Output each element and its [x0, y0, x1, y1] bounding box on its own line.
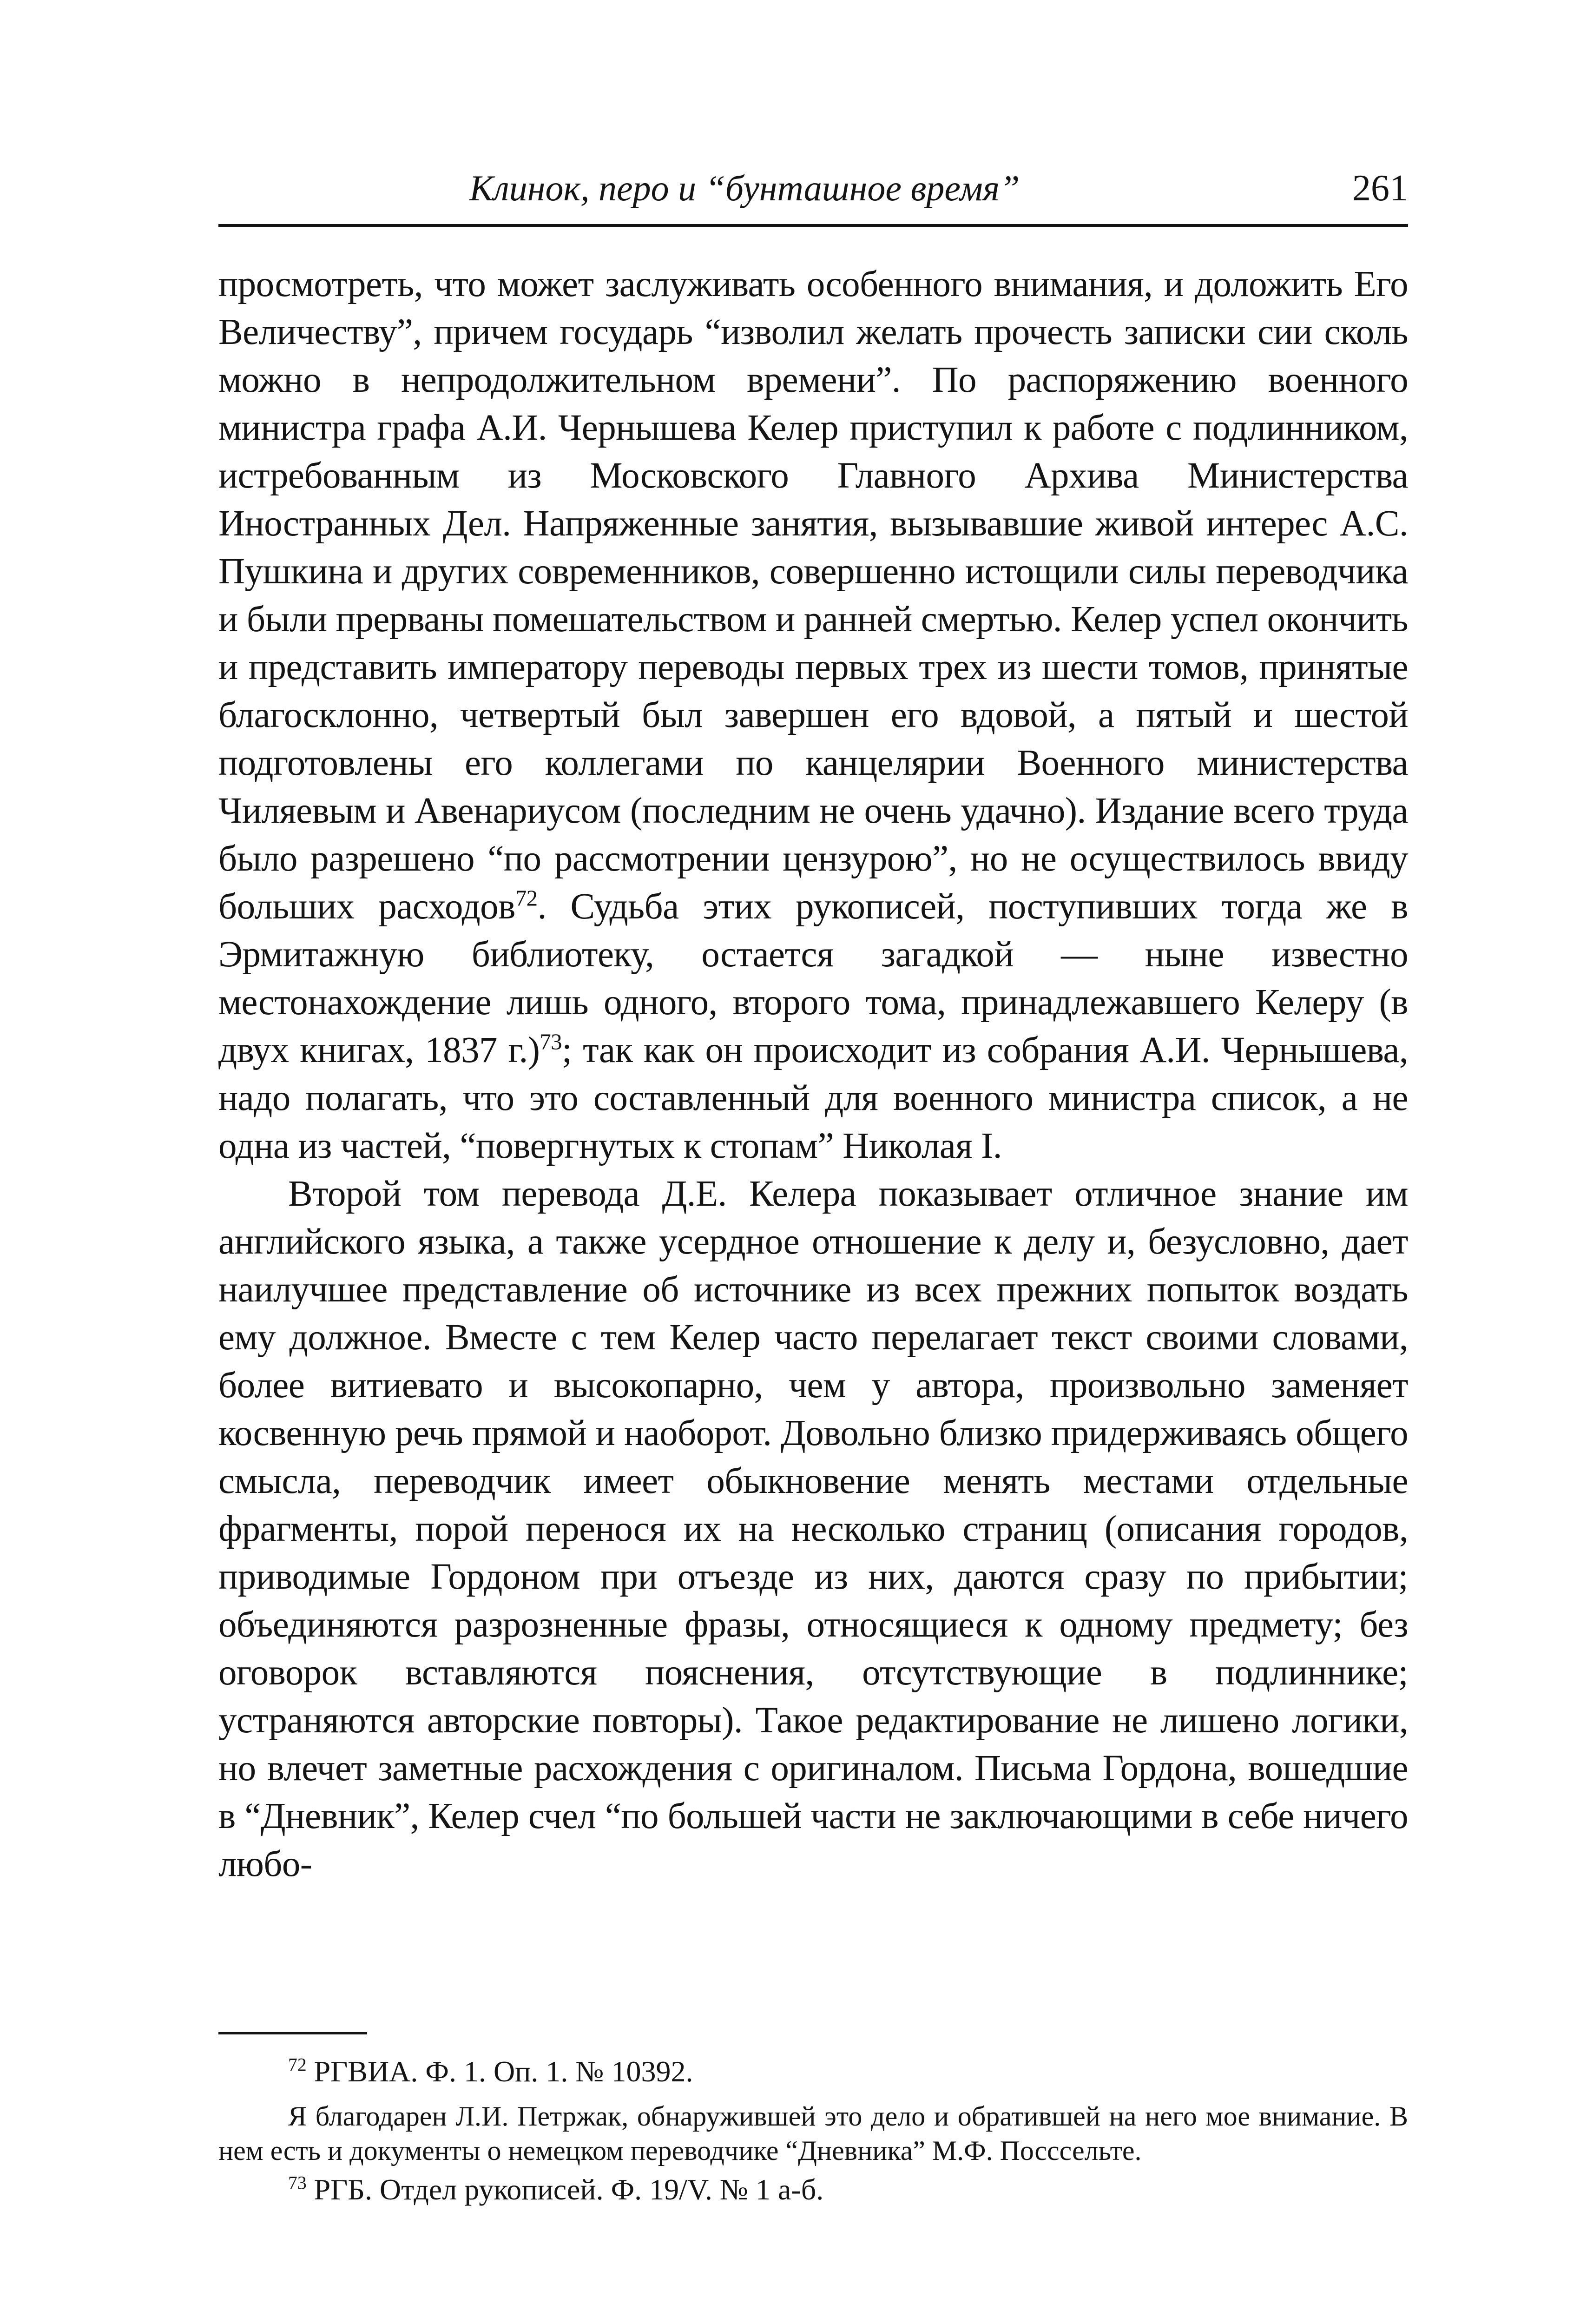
running-head	[218, 160, 1408, 216]
footnote-72-text: РГВИА. Ф. 1. Оп. 1. № 10392.	[306, 2055, 693, 2088]
main-text	[218, 260, 1408, 1888]
paragraph-1-part-a: просмотреть, что может заслуживать особенного внимания, и доложить Его Величеству”, причем государь “изволил желать прочесть записки сии сколь можно в непродолжительном времени”. По распоряжению военного министра графа А.И. Чернышева Келер приступил к работе с подлинником, истребованным из Московского Главного Архива Министерства Иностранных Дел. Напряженные занятия, вызывавшие живой интерес А.С. Пушкина и других современников, совершенно истощили силы переводчика и были прерваны помешательством и ранней смертью. Келер успел окончить и представить императору переводы первых трех из шести томов, принятые благосклонно, четвертый был завершен его вдовой, а пятый и шестой подготовлены его коллегами по канцелярии Военного министерства Чиляевым и Авенариусом (последним не очень удачно). Издание всего труда было разрешено “по рассмотрении цензурою”, но не осуществилось ввиду больших расходов	[218, 264, 1408, 927]
footnote-ref-73[interactable]: 73	[540, 1029, 562, 1055]
footnote-73-text: РГБ. Отдел рукописей. Ф. 19/V. № 1 а-б.	[306, 2173, 824, 2206]
footnote-72	[218, 2054, 1408, 2089]
footnote-ref-72[interactable]: 72	[515, 885, 538, 911]
running-title: Клинок, перо и “бунташное время”	[469, 168, 1020, 208]
footnote-73-number: 73	[288, 2172, 307, 2193]
page-number: 261	[1352, 168, 1408, 209]
paragraph-1	[218, 260, 1408, 1170]
paragraph-2: Второй том перевода Д.Е. Келера показывает отличное знание им английского языка, а также усердное отношение к делу и, безусловно, дает наилучшее представление об источнике из всех прежних попыток воздать ему должное. Вместе с тем Келер часто перелагает текст своими словами, более витиевато и высокопарно, чем у автора, произвольно заменяет косвенную речь прямой и наоборот. Довольно близко придерживаясь общего смысла, переводчик имеет обыкновение менять местами отдельные фрагменты, порой перенося их на несколько страниц (описания городов, приводимые Гордоном при отъезде из них, даются сразу по прибытии; объединяются разрозненные фразы, относящиеся к одному предмету; без оговорок вставляются пояснения, отсутствующие в подлиннике; устраняются авторские повторы). Такое редактирование не лишено логики, но влечет заметные расхождения с оригиналом. Письма Гордона, вошедшие в “Дневник”, Келер счел “по большей части не заключающими в себе ничего любо-	[218, 1174, 1408, 1884]
footnotes	[218, 2054, 1408, 2207]
footnote-72-comment: Я благодарен Л.И. Петржак, обнаружившей это дело и обратившей на него мое внимание. В нем есть и документы о немецком переводчике “Дневника” М.Ф. Посссельте.	[218, 2101, 1408, 2166]
paragraph-1-part-c: ; так как он происходит из собрания А.И. Чернышева, надо полагать, что это составленный для военного министра список, а не одна из частей, “повергнутых к стопам” Николая I.	[218, 1030, 1408, 1166]
footnote-73	[218, 2172, 1408, 2207]
footnote-rule	[218, 2032, 367, 2034]
paragraph-1-part-b: . Судьба этих рукописей, поступивших тогда же в Эрмитажную библиотеку, остается загадкой — ныне известно местонахождение лишь одного, второго тома, принадлежавшего Келеру (в двух книгах, 1837 г.)	[218, 886, 1408, 1070]
footnote-72-number: 72	[288, 2054, 307, 2075]
header-rule	[218, 224, 1408, 227]
